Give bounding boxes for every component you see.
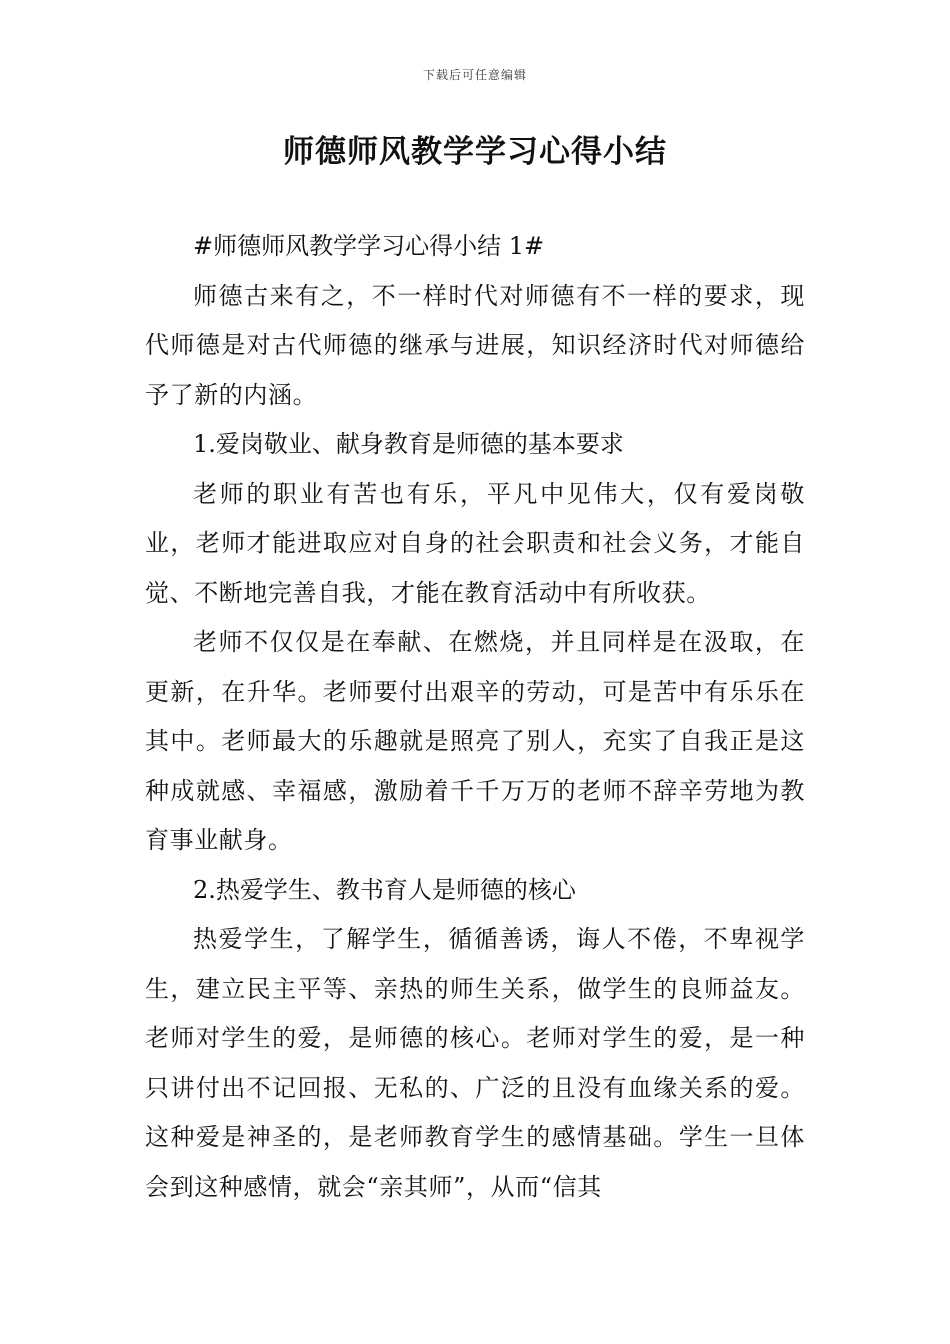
section-heading: 2.热爱学生、教书育人是师德的核心 [193,875,576,904]
document-title: 师德师风教学学习心得小结 [283,134,667,170]
document-body [145,222,805,1212]
paragraph: 老师不仅仅是在奉献、在燃烧，并且同样是在汲取，在更新，在升华。老师要付出艰辛的劳动，可是苦中有乐乐在其中。老师最大的乐趣就是照亮了别人，充实了自我正是这种成就感、幸福感，激励着千千万万的老师不辞辛劳地为教育事业献身。 [145,628,805,854]
paragraph: 师德古来有之，不一样时代对师德有不一样的要求，现代师德是对古代师德的继承与进展，知识经济时代对师德给予了新的内涵。 [145,281,805,409]
section-heading: 1.爱岗敬业、献身教育是师德的基本要求 [193,430,624,458]
header-note: 下载后可任意编辑 [422,68,527,82]
section-marker: #师德师风教学学习心得小结 1# [193,232,545,260]
paragraph: 老师的职业有苦也有乐，平凡中见伟大，仅有爱岗敬业，老师才能进取应对自身的社会职责和社会义务，才能自觉、不断地完善自我，才能在教育活动中有所收获。 [145,479,805,607]
paragraph: 热爱学生，了解学生，循循善诱，诲人不倦，不卑视学生，建立民主平等、亲热的师生关系，做学生的良师益友。老师对学生的爱，是师德的核心。老师对学生的爱，是一种只讲付出不记回报、无私的、广泛的且没有血缘关系的爱。这种爱是神圣的，是老师教育学生的感情基础。学生一旦体会到这种感情，就会“亲其师”，从而“信其 [145,925,805,1201]
